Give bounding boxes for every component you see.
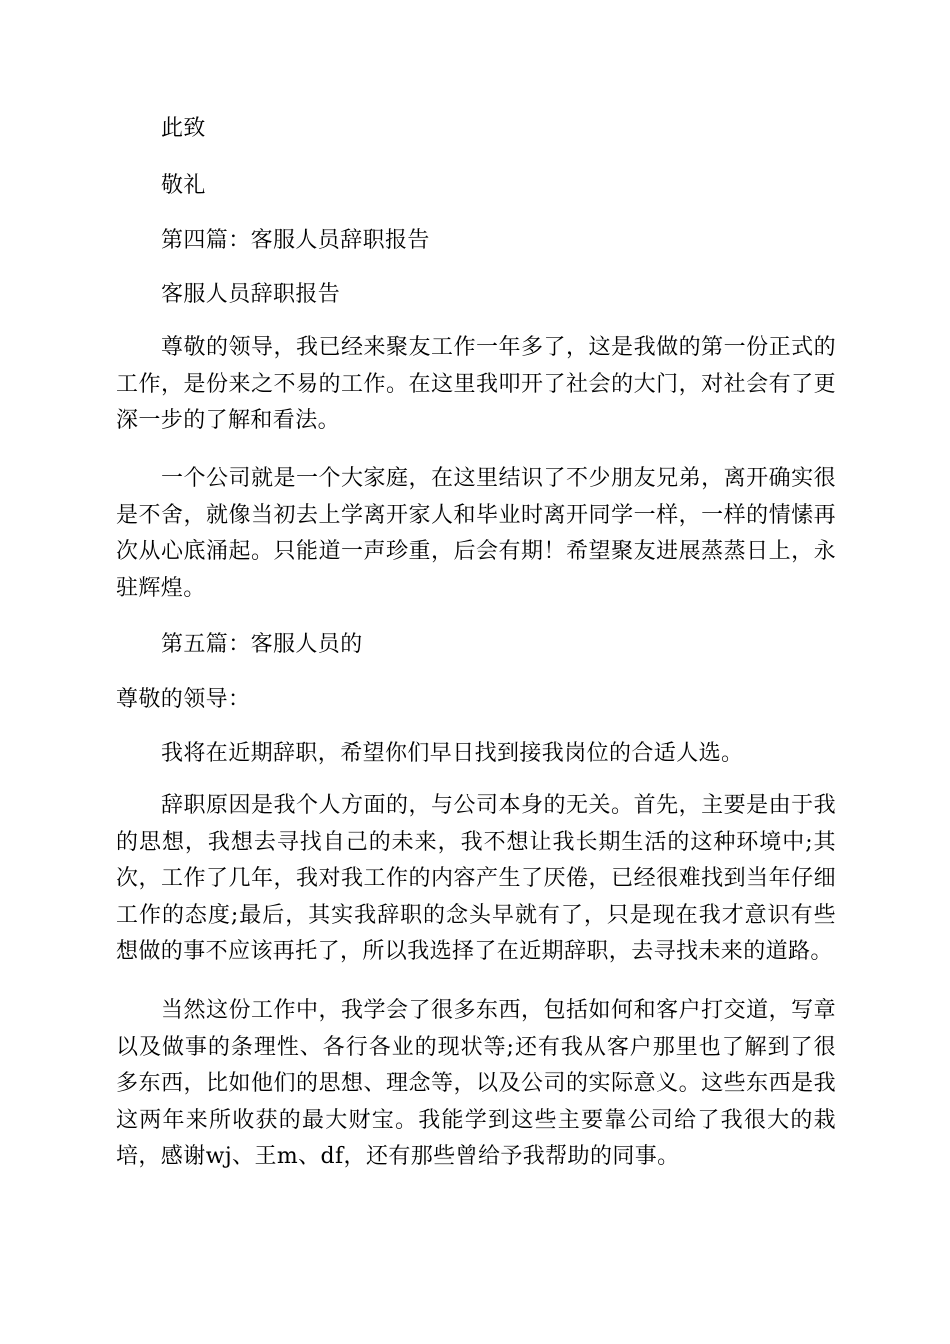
salutation: 尊敬的领导： — [116, 687, 251, 712]
paragraph-1: 尊敬的领导，我已经来聚友工作一年多了，这是我做的第一份正式的工作，是份来之不易的工作。在这里我叩开了社会的大门，对社会有了更深一步的了解和看法。 — [116, 335, 836, 433]
section-heading-5: 第五篇：客服人员的 — [161, 632, 363, 657]
closing-line-1: 此致 — [161, 116, 206, 141]
section-subheading-4: 客服人员辞职报告 — [161, 282, 341, 307]
section-heading-4: 第四篇：客服人员辞职报告 — [161, 228, 430, 253]
paragraph-5: 当然这份工作中，我学会了很多东西，包括如何和客户打交道，写章以及做事的条理性、各行各业的现状等;还有我从客户那里也了解到了很多东西，比如他们的思想、理念等，以及公司的实际意义。这些东西是我这两年来所收获的最大财宝。我能学到这些主要靠公司给了我很大的栽培，感谢wj、王m、df，还有那些曾给予我帮助的同事。 — [116, 998, 836, 1169]
paragraph-2: 一个公司就是一个大家庭，在这里结识了不少朋友兄弟，离开确实很是不舍，就像当初去上学离开家人和毕业时离开同学一样，一样的情愫再次从心底涌起。只能道一声珍重，后会有期！希望聚友进展蒸蒸日上，永驻辉煌。 — [116, 466, 836, 601]
closing-line-2: 敬礼 — [161, 173, 206, 198]
paragraph-4: 辞职原因是我个人方面的，与公司本身的无关。首先，主要是由于我的思想，我想去寻找自己的未来，我不想让我长期生活的这种环境中;其次，工作了几年，我对我工作的内容产生了厌倦，已经很难找到当年仔细工作的态度;最后，其实我辞职的念头早就有了，只是现在我才意识有些想做的事不应该再托了，所以我选择了在近期辞职，去寻找未来的道路。 — [116, 793, 836, 964]
paragraph-3: 我将在近期辞职，希望你们早日找到接我岗位的合适人选。 — [161, 741, 744, 766]
